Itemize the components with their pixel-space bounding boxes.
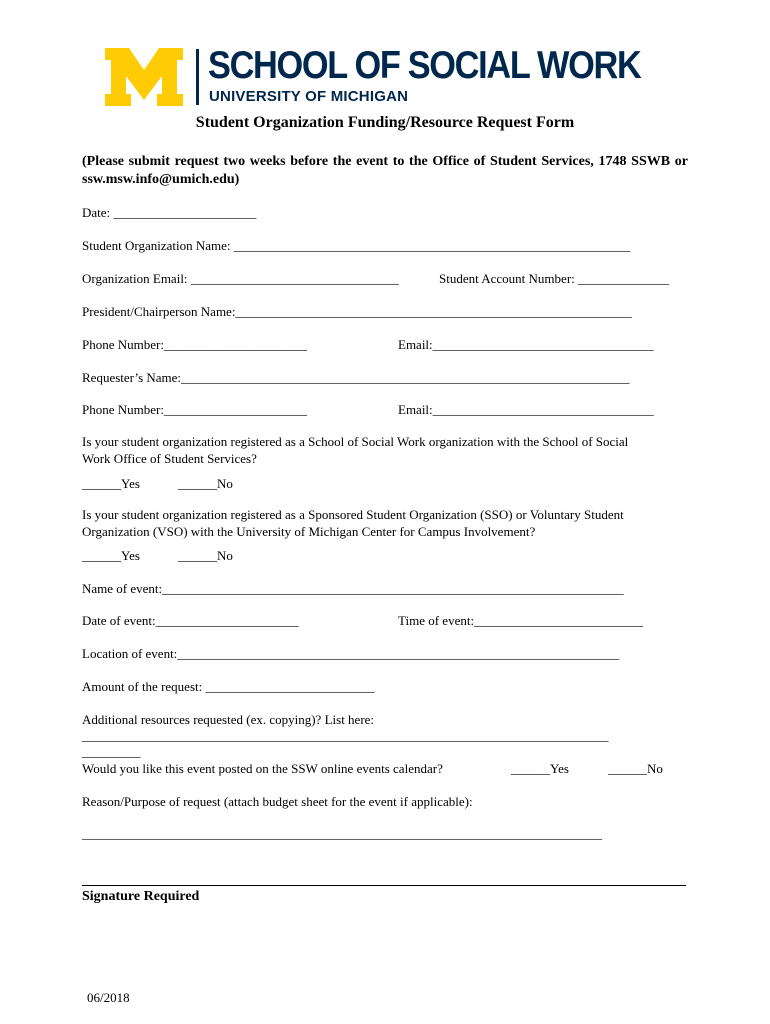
event-location-field[interactable]: Location of event:____________________________________________________________________ bbox=[82, 646, 620, 661]
question-ssw-registered-cont: Work Office of Student Services? bbox=[82, 451, 257, 466]
sso-registered-yes[interactable]: ______Yes bbox=[82, 548, 140, 563]
logo-divider bbox=[196, 49, 199, 105]
school-name: SCHOOL OF SOCIAL WORK bbox=[208, 44, 641, 87]
ssw-registered-no[interactable]: ______No bbox=[178, 476, 233, 491]
university-name: UNIVERSITY OF MICHIGAN bbox=[209, 88, 409, 105]
event-name-field[interactable]: Name of event:_______________________________________________________________________ bbox=[82, 581, 624, 596]
university-block-m-logo bbox=[105, 48, 183, 106]
sso-registered-no[interactable]: ______No bbox=[178, 548, 233, 563]
question-ssw-registered: Is your student organization registered as a School of Social Work organization with the School of Social bbox=[82, 434, 629, 449]
additional-resources-line[interactable]: _________________________________________________________________________________ bbox=[82, 728, 609, 743]
form-version-date: 06/2018 bbox=[87, 990, 130, 1005]
signature-label: Signature Required bbox=[82, 889, 200, 904]
president-email-field[interactable]: Email:__________________________________ bbox=[398, 337, 654, 352]
reason-line[interactable]: ________________________________________________________________________________ bbox=[82, 826, 602, 841]
requester-phone-field[interactable]: Phone Number:______________________ bbox=[82, 402, 307, 417]
form-title: Student Organization Funding/Resource Request Form bbox=[195, 114, 575, 131]
additional-resources-label: Additional resources requested (ex. copying)? List here: bbox=[82, 712, 375, 727]
student-account-field[interactable]: Student Account Number: ______________ bbox=[439, 271, 670, 286]
event-date-field[interactable]: Date of event:______________________ bbox=[82, 613, 299, 628]
calendar-yes[interactable]: ______Yes bbox=[511, 761, 569, 776]
president-phone-field[interactable]: Phone Number:______________________ bbox=[82, 337, 307, 352]
ssw-registered-yes[interactable]: ______Yes bbox=[82, 476, 140, 491]
org-name-field[interactable]: Student Organization Name: _____________________________________________________________ bbox=[82, 238, 631, 253]
event-time-field[interactable]: Time of event:__________________________ bbox=[398, 613, 644, 628]
calendar-question: Would you like this event posted on the SSW online events calendar? bbox=[82, 761, 443, 776]
president-name-field[interactable]: President/Chairperson Name:_____________________________________________________________ bbox=[82, 304, 632, 319]
date-field[interactable]: Date: ______________________ bbox=[82, 205, 257, 220]
org-email-field[interactable]: Organization Email: ________________________________ bbox=[82, 271, 399, 286]
additional-resources-line-2[interactable]: _________ bbox=[82, 744, 141, 759]
question-sso-registered-cont: Organization (VSO) with the University of Michigan Center for Campus Involvement? bbox=[82, 524, 536, 539]
calendar-no[interactable]: ______No bbox=[608, 761, 663, 776]
submission-instruction: (Please submit request two weeks before the event to the Office of Student Services, 1748 SSWB or ssw.msw.info@umich.edu) bbox=[82, 154, 688, 187]
requester-name-field[interactable]: Requester’s Name:_____________________________________________________________________ bbox=[82, 370, 630, 385]
signature-line[interactable] bbox=[82, 885, 686, 886]
reason-label: Reason/Purpose of request (attach budget sheet for the event if applicable): bbox=[82, 794, 473, 809]
requester-email-field[interactable]: Email:__________________________________ bbox=[398, 402, 654, 417]
question-sso-registered: Is your student organization registered as a Sponsored Student Organization (SSO) or Voluntary Student bbox=[82, 507, 624, 522]
amount-field[interactable]: Amount of the request: __________________________ bbox=[82, 679, 375, 694]
